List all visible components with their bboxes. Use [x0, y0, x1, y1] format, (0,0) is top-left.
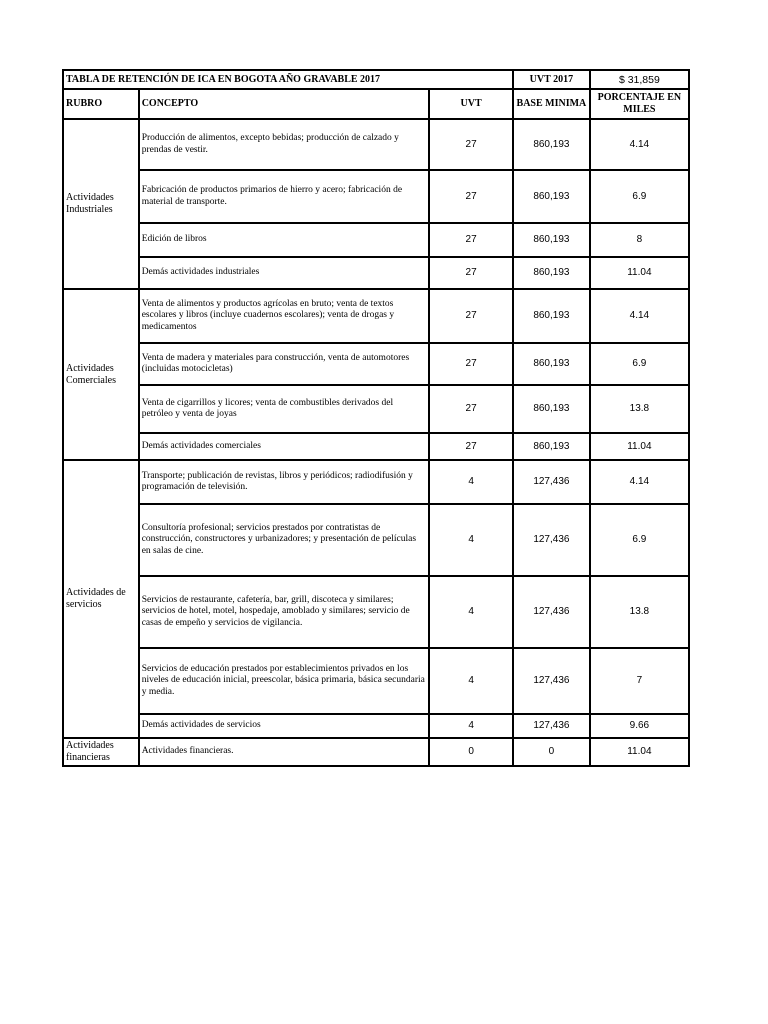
concepto-cell: Demás actividades industriales: [139, 257, 429, 289]
rubro-financieras: Actividades financieras: [63, 738, 139, 766]
base-cell: 860,193: [513, 289, 590, 343]
uvt-cell: 27: [429, 343, 513, 385]
base-cell: 127,436: [513, 648, 590, 714]
uvt-cell: 0: [429, 738, 513, 766]
concepto-cell: Producción de alimentos, excepto bebidas; producción de calzado y prendas de vestir.: [139, 119, 429, 170]
header-concepto: CONCEPTO: [139, 89, 429, 119]
base-cell: 127,436: [513, 714, 590, 738]
table-row: [63, 714, 689, 738]
base-cell: 860,193: [513, 170, 590, 223]
concepto-cell: Fabricación de productos primarios de hierro y acero; fabricación de material de transporte.: [139, 170, 429, 223]
pct-cell: 11.04: [590, 257, 689, 289]
uvt-year-label: UVT 2017: [513, 70, 590, 89]
pct-cell: 13.8: [590, 576, 689, 648]
concepto-cell: Venta de alimentos y productos agrícolas en bruto; venta de textos escolares y libros (incluye cuadernos escolares); venta de drogas y medicamentos: [139, 289, 429, 343]
concepto-cell: Actividades financieras.: [139, 738, 429, 766]
table-row: [63, 460, 689, 504]
header-rubro: RUBRO: [63, 89, 139, 119]
ica-retention-table: [62, 69, 690, 767]
table-row: [63, 648, 689, 714]
header-row: [63, 89, 689, 119]
table-row: [63, 119, 689, 170]
uvt-cell: 27: [429, 433, 513, 460]
pct-cell: 11.04: [590, 738, 689, 766]
pct-cell: 4.14: [590, 119, 689, 170]
concepto-cell: Edición de libros: [139, 223, 429, 257]
rubro-industriales: Actividades Industriales: [63, 119, 139, 289]
uvt-cell: 27: [429, 119, 513, 170]
uvt-cell: 4: [429, 460, 513, 504]
base-cell: 860,193: [513, 257, 590, 289]
uvt-value: $ 31,859: [590, 70, 689, 89]
pct-cell: 4.14: [590, 460, 689, 504]
pct-cell: 7: [590, 648, 689, 714]
base-cell: 127,436: [513, 460, 590, 504]
base-cell: 0: [513, 738, 590, 766]
table-row: [63, 385, 689, 433]
rubro-servicios: Actividades de servicios: [63, 460, 139, 738]
concepto-cell: Transporte; publicación de revistas, libros y periódicos; radiodifusión y programación de televisión.: [139, 460, 429, 504]
base-cell: 127,436: [513, 576, 590, 648]
uvt-cell: 27: [429, 170, 513, 223]
pct-cell: 8: [590, 223, 689, 257]
title-row: [63, 70, 689, 89]
table-row: [63, 223, 689, 257]
base-cell: 860,193: [513, 385, 590, 433]
base-cell: 860,193: [513, 343, 590, 385]
concepto-cell: Venta de cigarrillos y licores; venta de combustibles derivados del petróleo y venta de joyas: [139, 385, 429, 433]
uvt-cell: 4: [429, 648, 513, 714]
header-uvt: UVT: [429, 89, 513, 119]
header-base-minima: BASE MINIMA: [513, 89, 590, 119]
concepto-cell: Venta de madera y materiales para construcción, venta de automotores (incluidas motocicletas): [139, 343, 429, 385]
table-row: [63, 343, 689, 385]
base-cell: 860,193: [513, 433, 590, 460]
uvt-cell: 4: [429, 576, 513, 648]
header-porcentaje: PORCENTAJE EN MILES: [590, 89, 689, 119]
table-row: [63, 289, 689, 343]
base-cell: 860,193: [513, 119, 590, 170]
pct-cell: 6.9: [590, 504, 689, 576]
uvt-cell: 27: [429, 257, 513, 289]
base-cell: 860,193: [513, 223, 590, 257]
table-row: [63, 257, 689, 289]
pct-cell: 11.04: [590, 433, 689, 460]
concepto-cell: Demás actividades de servicios: [139, 714, 429, 738]
uvt-cell: 4: [429, 504, 513, 576]
pct-cell: 13.8: [590, 385, 689, 433]
concepto-cell: Servicios de restaurante, cafetería, bar, grill, discoteca y similares; servicios de hotel, motel, hospedaje, amoblado y similares; servicio de casas de empeño y servicios de vigilancia.: [139, 576, 429, 648]
concepto-cell: Demás actividades comerciales: [139, 433, 429, 460]
concepto-cell: Consultoría profesional; servicios prestados por contratistas de construcción, constructores y urbanizadores; y presentación de películas en salas de cine.: [139, 504, 429, 576]
pct-cell: 6.9: [590, 343, 689, 385]
table-title: TABLA DE RETENCIÓN DE ICA EN BOGOTA AÑO GRAVABLE 2017: [63, 70, 513, 89]
table-row: [63, 504, 689, 576]
uvt-cell: 27: [429, 223, 513, 257]
table-row: [63, 576, 689, 648]
uvt-cell: 4: [429, 714, 513, 738]
base-cell: 127,436: [513, 504, 590, 576]
rubro-comerciales: Actividades Comerciales: [63, 289, 139, 460]
pct-cell: 4.14: [590, 289, 689, 343]
table-row: [63, 170, 689, 223]
table-row: [63, 433, 689, 460]
uvt-cell: 27: [429, 289, 513, 343]
table-row: [63, 738, 689, 766]
pct-cell: 6.9: [590, 170, 689, 223]
concepto-cell: Servicios de educación prestados por establecimientos privados en los niveles de educación inicial, preescolar, básica primaria, básica secundaria y media.: [139, 648, 429, 714]
pct-cell: 9.66: [590, 714, 689, 738]
uvt-cell: 27: [429, 385, 513, 433]
